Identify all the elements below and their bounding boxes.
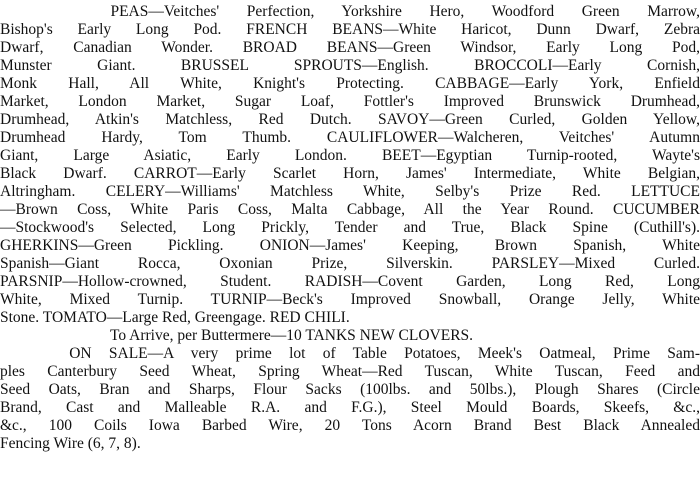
text-line: Giant, Large Asiatic, Early London. BEET—Egyptian Turnip-rooted, Wayte's xyxy=(0,147,700,164)
text-line: Monk Hall, All White, Knight's Protecting. CABBAGE—Early York, Enfield xyxy=(0,75,700,92)
text-line: —Brown Coss, White Paris Coss, Malta Cabbage, All the Year Round. CUCUMBER xyxy=(0,201,700,218)
text-line: Spanish—Giant Rocca, Oxonian Prize, Silverskin. PARSLEY—Mixed Curled. xyxy=(0,255,700,272)
text-line: Brand, Cast and Malleable R.A. and F.G.), Steel Mould Boards, Skeefs, &c., xyxy=(0,399,700,416)
arrival-notice: To Arrive, per Buttermere—10 TANKS NEW CLOVERS. xyxy=(110,327,474,344)
text-line: Drumhead Hardy, Tom Thumb. CAULIFLOWER—Walcheren, Veitches' Autumn xyxy=(0,129,700,146)
text-line: Bishop's Early Long Pod. FRENCH BEANS—White Haricot, Dunn Dwarf, Zebra xyxy=(0,21,700,38)
text-line: &c., 100 Coils Iowa Barbed Wire, 20 Tons Acorn Brand Best Black Annealed xyxy=(0,417,700,434)
text-line: PARSNIP—Hollow-crowned, Student. RADISH—Covent Garden, Long Red, Long xyxy=(0,273,700,290)
text-line: Seed Oats, Bran and Sharps, Flour Sacks (100lbs. and 50lbs.), Plough Shares (Circle xyxy=(0,381,700,398)
text-line: Stone. TOMATO—Large Red, Greengage. RED CHILI. xyxy=(0,309,350,326)
text-line: Fencing Wire (6, 7, 8). xyxy=(0,435,141,452)
text-line: GHERKINS—Green Pickling. ONION—James' Keeping, Brown Spanish, White xyxy=(0,237,700,254)
text-line: Black Dwarf. CARROT—Early Scarlet Horn, James' Intermediate, White Belgian, xyxy=(0,165,700,182)
text-line: Munster Giant. BRUSSEL SPROUTS—English. BROCCOLI—Early Cornish, xyxy=(0,57,700,74)
text-line: Drumhead, Atkin's Matchless, Red Dutch. SAVOY—Green Curled, Golden Yellow, xyxy=(0,111,700,128)
text-line: Altringham. CELERY—Williams' Matchless White, Selby's Prize Red. LETTUCE xyxy=(0,183,700,200)
text-line: Dwarf, Canadian Wonder. BROAD BEANS—Green Windsor, Early Long Pod, xyxy=(0,39,700,56)
text-line: ples Canterbury Seed Wheat, Spring Wheat—Red Tuscan, White Tuscan, Feed and xyxy=(0,363,700,380)
text-line: —Stockwood's Selected, Long Prickly, Tender and True, Black Spine (Cuthill's). xyxy=(0,219,700,236)
text-line: White, Mixed Turnip. TURNIP—Beck's Improved Snowball, Orange Jelly, White xyxy=(0,291,700,308)
text-line: Market, London Market, Sugar Loaf, Fottler's Improved Brunswick Drumhead, xyxy=(0,93,700,110)
text-line: ON SALE—A very prime lot of Table Potatoes, Meek's Oatmeal, Prime Sam- xyxy=(0,345,700,362)
text-line: PEAS—Veitches' Perfection, Yorkshire Hero, Woodford Green Marrow, xyxy=(0,3,700,20)
